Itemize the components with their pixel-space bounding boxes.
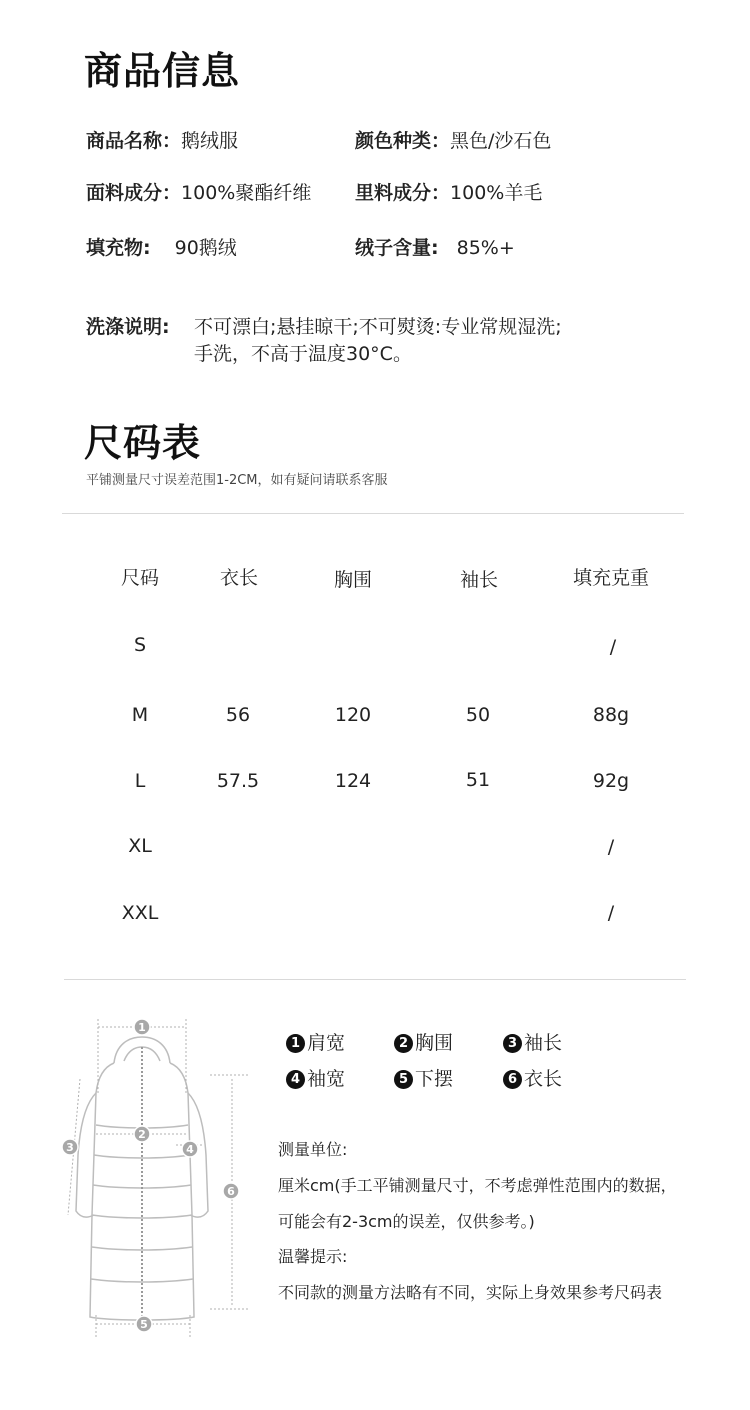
color-value: 黑色/沙石色 [450, 130, 552, 152]
svg-text:3: 3 [66, 1141, 74, 1154]
info-row-2 [86, 178, 311, 205]
number-4-icon: 4 [286, 1070, 305, 1089]
filling-value: 90鹅绒 [174, 237, 237, 259]
number-6-icon: 6 [503, 1070, 522, 1089]
legend-label: 胸围 [415, 1032, 454, 1054]
table-cell: XXL [121, 902, 159, 924]
fabric-value: 100%聚酯纤维 [181, 182, 312, 204]
unit-title: 测量单位: [278, 1140, 348, 1159]
wash-line-2: 手洗，不高于温度30°C。 [194, 343, 412, 365]
svg-text:2: 2 [138, 1128, 146, 1141]
table-cell: S [133, 634, 147, 656]
svg-text:4: 4 [186, 1143, 194, 1156]
size-chart-title: 尺码表 [84, 421, 202, 465]
svg-text:5: 5 [140, 1318, 148, 1331]
table-cell: L [134, 770, 146, 792]
wash-line-1: 不可漂白;悬挂晾干;不可熨烫:专业常规湿洗; [194, 316, 562, 338]
number-5-icon: 5 [394, 1070, 413, 1089]
info-row-1b [355, 126, 551, 153]
svg-text:6: 6 [227, 1185, 235, 1198]
header-length: 衣长 [219, 567, 259, 589]
legend-label: 袖宽 [307, 1068, 346, 1090]
size-chart-note: 平铺测量尺寸误差范围1-2CM，如有疑问请联系客服 [86, 473, 388, 488]
legend-item-1 [286, 1028, 345, 1055]
legend-item-5 [394, 1064, 453, 1091]
unit-line-1: 厘米cm(手工平铺测量尺寸，不考虑弹性范围内的数据， [278, 1176, 677, 1195]
legend-item-2 [394, 1028, 453, 1055]
tip-title: 温馨提示: [278, 1247, 348, 1266]
number-1-icon: 1 [286, 1034, 305, 1053]
tip-text: 不同款的测量方法略有不同，实际上身效果参考尺码表 [278, 1283, 663, 1302]
legend-item-4 [286, 1064, 345, 1091]
info-row-3b [355, 233, 515, 260]
lining-label: 里料成分： [355, 182, 451, 204]
table-cell: 92g [592, 770, 630, 792]
table-cell: 124 [334, 770, 372, 792]
down-content-label: 绒子含量: [355, 237, 439, 259]
product-info-title: 商品信息 [84, 49, 241, 93]
svg-text:1: 1 [138, 1021, 146, 1034]
table-cell: 56 [225, 704, 251, 726]
product-name-value: 鹅绒服 [181, 130, 239, 152]
product-name-label: 商品名称： [86, 130, 182, 152]
table-cell: / [607, 836, 615, 858]
table-cell: XL [128, 835, 152, 857]
table-cell: 88g [592, 704, 630, 726]
legend-label: 肩宽 [307, 1032, 346, 1054]
number-3-icon: 3 [503, 1034, 522, 1053]
table-cell: 50 [465, 704, 491, 726]
legend-label: 衣长 [524, 1068, 563, 1090]
legend-item-3 [503, 1028, 562, 1055]
fabric-label: 面料成分： [86, 182, 182, 204]
header-size: 尺码 [120, 567, 160, 589]
table-cell: 120 [334, 704, 372, 726]
divider [64, 979, 686, 980]
divider [62, 513, 684, 514]
legend-item-6 [503, 1064, 562, 1091]
legend-label: 袖长 [524, 1032, 563, 1054]
coat-measurement-diagram [50, 1015, 250, 1345]
unit-line-2: 可能会有2-3cm的误差，仅供参考。) [278, 1212, 535, 1231]
table-cell: / [609, 636, 617, 658]
wash-label: 洗涤说明: [86, 316, 170, 338]
info-row-2b [355, 178, 542, 205]
table-cell: M [131, 704, 149, 726]
header-chest: 胸围 [333, 569, 373, 591]
table-cell: 51 [465, 769, 491, 791]
lining-value: 100%羊毛 [450, 182, 543, 204]
filling-label: 填充物: [86, 237, 151, 259]
color-label: 颜色种类： [355, 130, 451, 152]
header-fill-weight: 填充克重 [572, 567, 650, 589]
down-content-value: 85%+ [456, 237, 515, 259]
info-row-1 [86, 126, 238, 153]
number-2-icon: 2 [394, 1034, 413, 1053]
legend-label: 下摆 [415, 1068, 454, 1090]
header-sleeve: 袖长 [459, 569, 499, 591]
info-row-3 [86, 233, 237, 260]
table-cell: 57.5 [216, 770, 260, 792]
table-cell: / [607, 902, 615, 924]
